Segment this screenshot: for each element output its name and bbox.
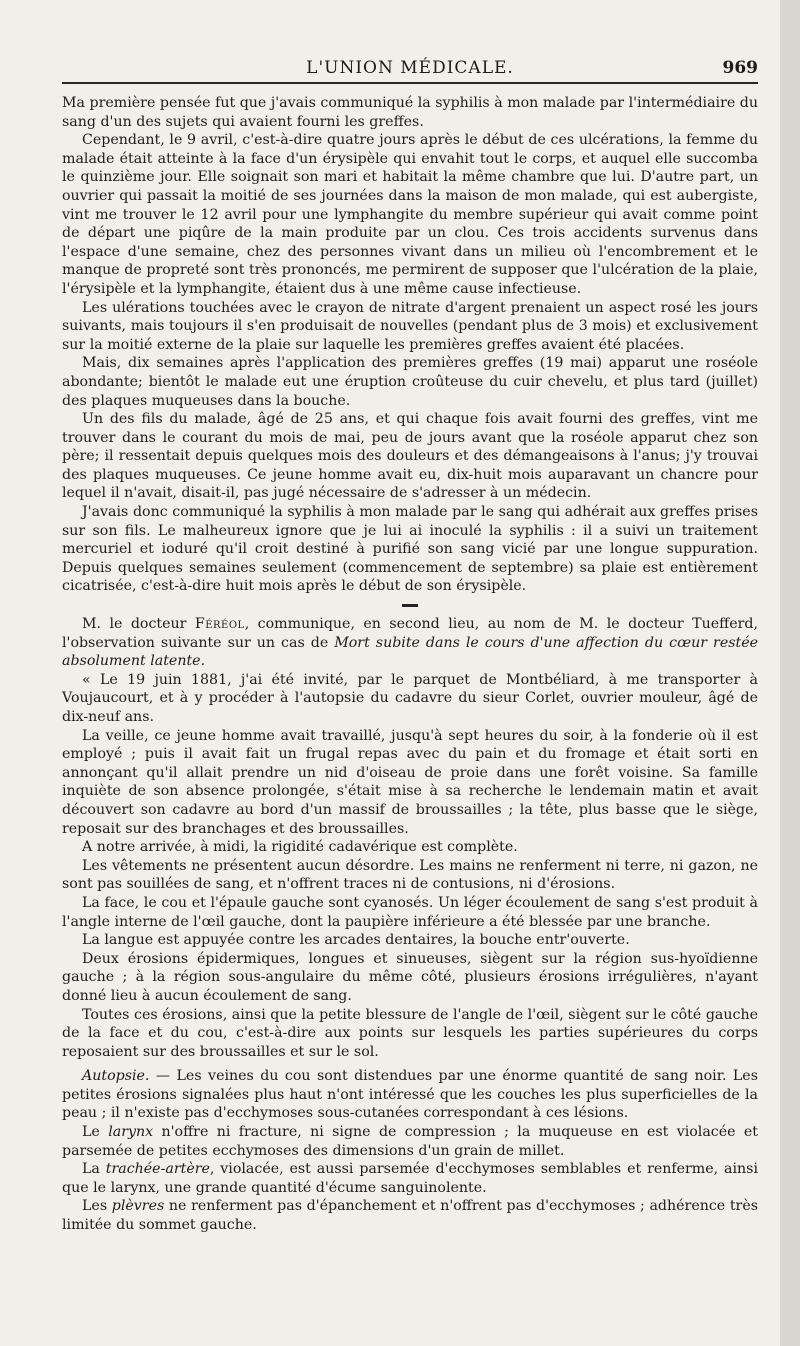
- trachea-word: trachée-artère: [105, 1161, 210, 1178]
- trachea-text: , violacée, est aussi parsemée d'ecchymoses semblables et renferme, ainsi que le larynx, une grande quantité d'écume sanguinolente.: [62, 1161, 758, 1196]
- pleura-paragraph: [62, 1197, 758, 1234]
- paragraph: Cependant, le 9 avril, c'est-à-dire quatre jours après le début de ces ulcérations, la femme du malade était atteinte à la face d'un érysipèle qui envahit tout le corps, et auquel elle succomba le quinzième jour. Elle soignait son mari et habitait la même chambre que lui. D'autre part, un ouvrier qui passait la moitié de ses journées dans la maison de mon malade, qui est aubergiste, vint me trouver le 12 avril pour une lymphangite du membre supérieur qui avait comme point de départ une piqûre de la main produite par un clou. Ces trois accidents survenus dans l'espace d'une semaine, chez des personnes vivant dans un milieu où l'encombrement et le manque de propreté sont très prononcés, me permirent de supposer que l'ulcération de la plaie, l'érysipèle et la lymphangite, étaient dus à une même cause infectieuse.: [62, 132, 758, 297]
- pleura-text: ne renferment pas d'épanchement et n'offrent pas d'ecchymoses ; adhérence très limitée du sommet gauche.: [62, 1198, 758, 1234]
- paragraph: J'avais donc communiqué la syphilis à mon malade par le sang qui adhérait aux greffes prises sur son fils. Le malheureux ignore que je lui ai inoculé la syphilis : il a suivi un traitement mercuriel et ioduré qu'il croit destiné à purifié son sang vicié par une longue suppuration. Depuis quelques semaines seulement (commencement de septembre) sa plaie est entièrement cicatrisée, c'est-à-dire huit mois après le début de son érysipèle.: [62, 504, 758, 595]
- paragraph: Deux érosions épidermiques, longues et sinueuses, siègent sur la région sus-hyoïdienne gauche ; à la région sous-angulaire du même côté, plusieurs érosions irrégulières, n'ayant donné lieu à aucun écoulement de sang.: [62, 950, 758, 1004]
- autopsy-text: — Les veines du cou sont distendues par une énorme quantité de sang noir. Les petites érosions signalées plus haut n'ont intéressé que les couches les plus superficielles de la peau ; il n'existe pas d'ecchymoses sous-cutanées correspondant à ces lésions.: [62, 1068, 758, 1122]
- larynx-word: larynx: [108, 1124, 154, 1141]
- paragraph: La face, le cou et l'épaule gauche sont cyanosés. Un léger écoulement de sang s'est produit à l'angle interne de l'œil gauche, dont la paupière inférieure a été blessée par une branche.: [62, 894, 758, 930]
- autopsy-label: Autopsie.: [82, 1068, 150, 1085]
- paragraph: A notre arrivée, à midi, la rigidité cadavérique est complète.: [82, 839, 518, 856]
- trachea-paragraph: [62, 1160, 758, 1197]
- paragraph: Mais, dix semaines après l'application des premières greffes (19 mai) apparut une roséole abondante; bientôt le malade eut une éruption croûteuse du cuir chevelu, et plus tard (juillet) des plaques muqueuses dans la bouche.: [62, 355, 758, 409]
- paragraph: Les vêtements ne présentent aucun désordre. Les mains ne renferment ni terre, ni gazon, ne sont pas souillées de sang, et n'offrent traces ni de contusions, ni d'érosions.: [62, 857, 758, 893]
- paragraph: La veille, ce jeune homme avait travaillé, jusqu'à sept heures du soir, à la fonderie où il est employé ; puis il avait fait un frugal repas avec du pain et du fromage et était sorti en annonçant qu'il allait prendre un nid d'oiseau de proie dans une forêt voisine. Sa famille inquiète de son absence prolongée, s'était mise à sa recherche le lendemain matin et avait découvert son cadavre au bord d'un massif de broussailles ; la tête, plus basse que le siège, reposait sur des branchages et des broussailles.: [62, 727, 758, 837]
- doctor-name: Féréol: [194, 616, 245, 633]
- trachea-pre: La: [82, 1161, 106, 1178]
- pleura-word: plèvres: [111, 1198, 165, 1215]
- pleura-pre: Les: [82, 1198, 112, 1215]
- running-header: [62, 56, 758, 84]
- larynx-paragraph: [62, 1123, 758, 1160]
- case-title: Mort subite dans le cours d'une affection du cœur restée absolument latente.: [62, 634, 759, 670]
- communication-paragraph: [62, 615, 758, 671]
- paragraph: La langue est appuyée contre les arcades dentaires, la bouche entr'ouverte.: [82, 932, 630, 949]
- paragraph: Un des fils du malade, âgé de 25 ans, et qui chaque fois avait fourni des greffes, vint me trouver dans le courant du mois de mai, peu de jours avant que la roséole apparut chez son père; il ressentait depuis quelques mois des douleurs et des démangeaisons à l'anus; j'y trouvai des plaques muqueuses. Ce jeune homme avait eu, dix-huit mois auparavant un chancre pour lequel il n'avait, disait-il, pas jugé nécessaire de s'adresser à un médecin.: [62, 411, 758, 502]
- communication-prefix: M. le docteur: [82, 616, 195, 633]
- larynx-pre: Le: [82, 1124, 109, 1141]
- autopsy-paragraph: [62, 1067, 758, 1123]
- journal-title: L'UNION MÉDICALE.: [306, 58, 514, 78]
- page-number: 969: [722, 58, 758, 78]
- paragraph: Les ulérations touchées avec le crayon de nitrate d'argent prenaient un aspect rosé les jours suivants, mais toujours il s'en produisait de nouvelles (pendant plus de 3 mois) et exclusivement sur la moitié externe de la plaie sur laquelle les premières greffes avaient été placées.: [62, 299, 758, 353]
- paragraph: Toutes ces érosions, ainsi que la petite blessure de l'angle de l'œil, siègent sur le côté gauche de la face et du cou, c'est-à-dire aux points sur lesquels les parties supérieures du corps reposaient sur des broussailles et sur le sol.: [62, 1006, 758, 1060]
- paragraph: « Le 19 juin 1881, j'ai été invité, par le parquet de Montbéliard, à me transporter à Voujaucourt, et à y procéder à l'autopsie du cadavre du sieur Corlet, ouvrier mouleur, âgé de dix-neuf ans.: [62, 671, 758, 725]
- paragraph: Ma première pensée fut que j'avais communiqué la syphilis à mon malade par l'intermédiaire du sang d'un des sujets qui avaient fourni les greffes.: [62, 95, 758, 130]
- section-separator: [402, 604, 418, 607]
- communication-middle: , communique, en second lieu, au nom de M. le docteur Tuefferd, l'observation suivante sur un cas de: [62, 616, 758, 651]
- article-body: [62, 94, 758, 1235]
- larynx-text: n'offre ni fracture, ni signe de compression ; la muqueuse en est violacée et parsemée de petites ecchymoses des dimensions d'un grain de millet.: [62, 1124, 759, 1159]
